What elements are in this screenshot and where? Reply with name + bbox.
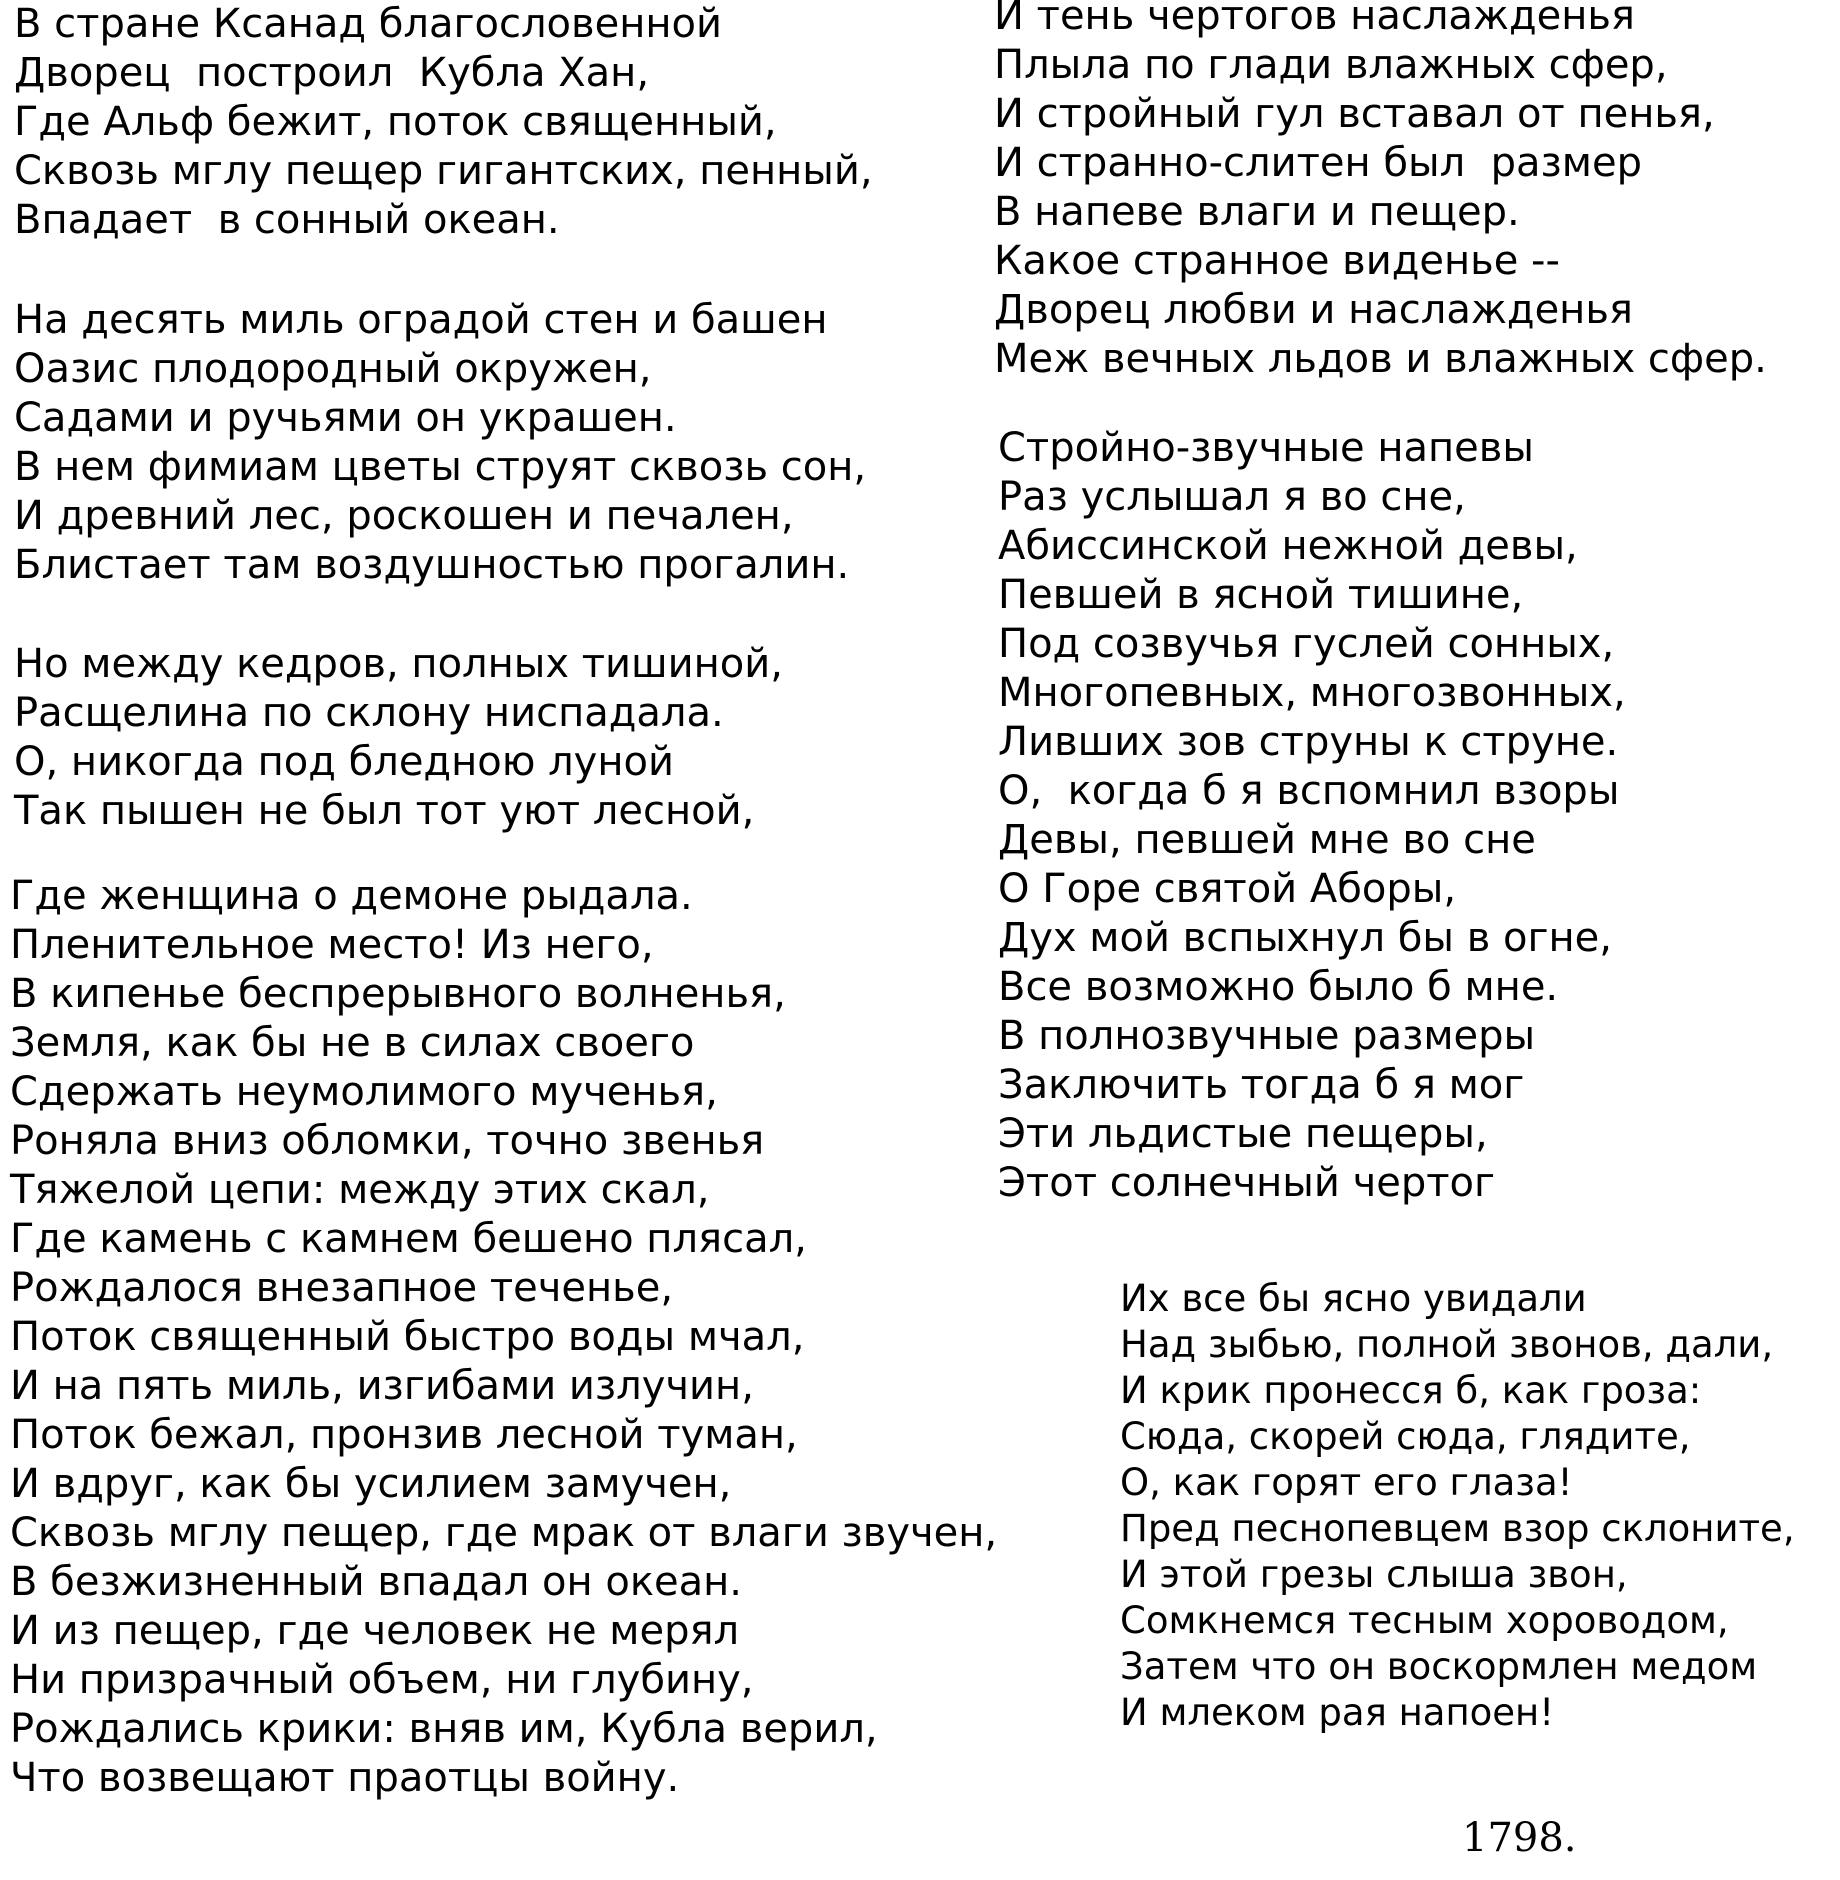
poem-line: И тень чертогов наслажденья — [994, 0, 1635, 39]
poem-line: Девы, певшей мне во сне — [998, 817, 1536, 863]
poem-line: Расщелина по склону ниспадала. — [14, 690, 724, 736]
poem-line: Впадает в сонный океан. — [14, 197, 560, 243]
stanza-7 — [1120, 1276, 1795, 1736]
poem-line: Поток бежал, пронзив лесной туман, — [10, 1412, 798, 1458]
poem-line: В кипенье беспрерывного волненья, — [10, 971, 786, 1017]
poem-line: В напеве влаги и пещер. — [994, 189, 1520, 235]
poem-line: Все возможно было б мне. — [998, 964, 1559, 1010]
poem-line: Абиссинской нежной девы, — [998, 523, 1578, 569]
poem-line: И стройный гул вставал от пенья, — [994, 91, 1715, 137]
poem-line: Но между кедров, полных тишиной, — [14, 641, 783, 687]
poem-line: В полнозвучные размеры — [998, 1013, 1536, 1059]
poem-line: Дух мой вспыхнул бы в огне, — [998, 915, 1612, 961]
poem-line: Пред песнопевцем взор склоните, — [1120, 1507, 1795, 1550]
poem-line: Где Альф бежит, поток священный, — [14, 99, 777, 145]
stanza-6 — [998, 424, 1626, 1208]
poem-line: Многопевных, многозвонных, — [998, 670, 1626, 716]
poem-line: Певшей в ясной тишине, — [998, 572, 1524, 618]
poem-line: О, никогда под бледною луной — [14, 739, 674, 785]
poem-line: Ливших зов струны к струне. — [998, 719, 1619, 765]
poem-line: И древний лес, роскошен и печален, — [14, 493, 794, 539]
poem-line: Сдержать неумолимого мученья, — [10, 1069, 718, 1115]
poem-line: И этой грезы слыша звон, — [1120, 1553, 1628, 1596]
poem-line: Дворец любви и наслажденья — [994, 287, 1633, 333]
stanza-1 — [14, 0, 873, 245]
poem-line: На десять миль оградой стен и башен — [14, 297, 828, 343]
poem-line: Так пышен не был тот уют лесной, — [14, 788, 755, 834]
poem-line: Плыла по глади влажных сфер, — [994, 42, 1668, 88]
poem-line: О, когда б я вспомнил взоры — [998, 768, 1620, 814]
poem-line: Сомкнемся тесным хороводом, — [1120, 1599, 1729, 1642]
poem-line: Земля, как бы не в силах своего — [10, 1020, 695, 1066]
poem-line: Заключить тогда б я мог — [998, 1062, 1525, 1108]
poem-line: И странно-слитен был размер — [994, 140, 1642, 186]
poem-year: 1798. — [1462, 1815, 1577, 1861]
poem-line: Тяжелой цепи: между этих скал, — [10, 1167, 710, 1213]
poem-line: Этот солнечный чертог — [998, 1160, 1496, 1206]
stanza-2 — [14, 296, 866, 590]
poem-line: Меж вечных льдов и влажных сфер. — [994, 336, 1767, 382]
poem-line: Раз услышал я во сне, — [998, 474, 1466, 520]
poem-line: Пленительное место! Из него, — [10, 922, 654, 968]
poem-line: В нем фимиам цветы струят сквозь сон, — [14, 444, 867, 490]
poem-line: В безжизненный впадал он океан. — [10, 1559, 743, 1605]
poem-line: Садами и ручьями он украшен. — [14, 395, 677, 441]
stanza-5 — [994, 0, 1767, 384]
poem-line: О, как горят его глаза! — [1120, 1461, 1573, 1504]
poem-line: Сюда, скорей сюда, глядите, — [1120, 1415, 1691, 1458]
poem-line: Под созвучья гуслей сонных, — [998, 621, 1615, 667]
poem-line: Стройно-звучные напевы — [998, 425, 1534, 471]
poem-line: И крик пронесся б, как гроза: — [1120, 1369, 1702, 1412]
poem-line: И на пять миль, изгибами излучин, — [10, 1363, 754, 1409]
poem-line: Рождались крики: вняв им, Кубла верил, — [10, 1706, 878, 1752]
poem-line: И из пещер, где человек не мерял — [10, 1608, 740, 1654]
poem-line: Ни призрачный объем, ни глубину, — [10, 1657, 754, 1703]
stanza-4 — [10, 872, 997, 1803]
poem-line: В стране Ксанад благословенной — [14, 1, 722, 47]
poem-line: Роняла вниз обломки, точно звенья — [10, 1118, 765, 1164]
poem-line: Их все бы ясно увидали — [1120, 1277, 1587, 1320]
poem-line: О Горе святой Аборы, — [998, 866, 1457, 912]
poem-line: Сквозь мглу пещер гигантских, пенный, — [14, 148, 873, 194]
poem-line: Блистает там воздушностью прогалин. — [14, 542, 850, 588]
poem-line: И вдруг, как бы усилием замучен, — [10, 1461, 732, 1507]
poem-line: Где камень с камнем бешено плясал, — [10, 1216, 807, 1262]
stanza-3 — [14, 640, 783, 836]
poem-line: Рождалося внезапное теченье, — [10, 1265, 674, 1311]
poem-line: Над зыбью, полной звонов, дали, — [1120, 1323, 1774, 1366]
poem-line: Поток священный быстро воды мчал, — [10, 1314, 805, 1360]
poem-line: Какое странное виденье -- — [994, 238, 1560, 284]
poem-line: И млеком рая напоен! — [1120, 1691, 1555, 1734]
poem-line: Что возвещают праотцы войну. — [10, 1755, 680, 1801]
poem-line: Затем что он воскормлен медом — [1120, 1645, 1758, 1688]
poem-line: Где женщина о демоне рыдала. — [10, 873, 693, 919]
poem-line: Эти льдистые пещеры, — [998, 1111, 1488, 1157]
poem-line: Оазис плодородный окружен, — [14, 346, 652, 392]
poem-line: Дворец построил Кубла Хан, — [14, 50, 650, 96]
poem-line: Сквозь мглу пещер, где мрак от влаги звучен, — [10, 1510, 998, 1556]
